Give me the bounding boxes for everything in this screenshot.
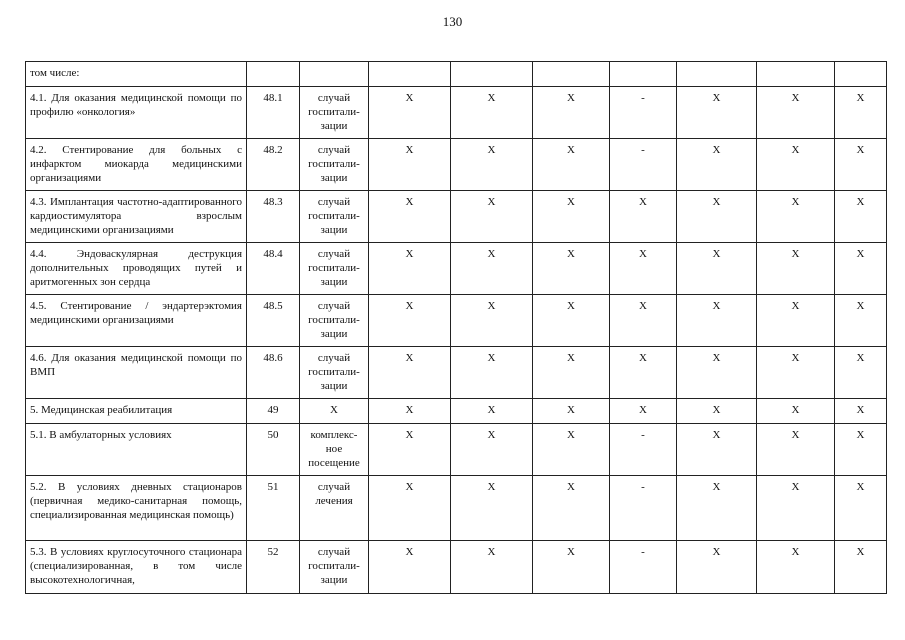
table-row xyxy=(26,295,887,347)
row-value-cell: X xyxy=(533,139,610,191)
row-value-cell xyxy=(757,62,835,87)
row-value-cell: X xyxy=(677,541,757,594)
row-code-cell: 48.2 xyxy=(247,139,300,191)
row-value-cell: X xyxy=(757,476,835,541)
row-code-cell: 48.3 xyxy=(247,191,300,243)
row-value-cell: X xyxy=(835,347,887,399)
row-value-cell: X xyxy=(533,541,610,594)
row-value-cell xyxy=(677,62,757,87)
row-name-cell: 5.3. В условиях круглосуточного стационара (специализированная, в том числе высокотехнологичная, xyxy=(26,541,247,594)
row-value-cell: X xyxy=(677,295,757,347)
row-value-cell: X xyxy=(451,424,533,476)
row-value-cell: X xyxy=(677,399,757,424)
row-value-cell: X xyxy=(835,243,887,295)
table-row xyxy=(26,139,887,191)
row-unit-cell: случай госпитали-зации xyxy=(300,347,369,399)
row-unit-cell xyxy=(300,62,369,87)
row-value-cell: X xyxy=(677,347,757,399)
row-value-cell: X xyxy=(533,243,610,295)
row-code-cell: 48.4 xyxy=(247,243,300,295)
row-value-cell: X xyxy=(677,191,757,243)
row-value-cell: - xyxy=(610,476,677,541)
row-unit-cell: случай госпитали-зации xyxy=(300,243,369,295)
table-row xyxy=(26,541,887,594)
row-value-cell: X xyxy=(369,476,451,541)
row-code-cell: 48.6 xyxy=(247,347,300,399)
row-value-cell: - xyxy=(610,87,677,139)
row-value-cell: X xyxy=(835,295,887,347)
row-unit-cell: случай госпитали-зации xyxy=(300,295,369,347)
row-value-cell: X xyxy=(757,191,835,243)
row-value-cell: X xyxy=(533,191,610,243)
row-value-cell xyxy=(533,62,610,87)
row-value-cell: X xyxy=(610,243,677,295)
table-row xyxy=(26,424,887,476)
table-row xyxy=(26,87,887,139)
row-value-cell: X xyxy=(533,424,610,476)
row-value-cell: X xyxy=(451,87,533,139)
row-value-cell: X xyxy=(677,476,757,541)
row-value-cell: X xyxy=(835,87,887,139)
row-value-cell: - xyxy=(610,424,677,476)
table-row xyxy=(26,476,887,541)
row-value-cell: X xyxy=(835,476,887,541)
row-value-cell xyxy=(610,62,677,87)
row-value-cell: X xyxy=(451,191,533,243)
row-code-cell: 48.1 xyxy=(247,87,300,139)
row-value-cell: X xyxy=(835,541,887,594)
row-name-cell: 4.3. Имплантация частотно-адаптированного кардиостимулятора взрослым медицинскими организациями xyxy=(26,191,247,243)
row-value-cell xyxy=(835,62,887,87)
row-value-cell: X xyxy=(757,424,835,476)
row-value-cell: X xyxy=(610,191,677,243)
row-code-cell: 50 xyxy=(247,424,300,476)
row-value-cell: X xyxy=(369,399,451,424)
row-unit-cell: случай госпитали-зации xyxy=(300,139,369,191)
row-unit-cell: комплекс-ное посещение xyxy=(300,424,369,476)
row-value-cell: X xyxy=(757,347,835,399)
row-value-cell xyxy=(451,62,533,87)
row-value-cell: X xyxy=(451,476,533,541)
row-name-cell: том числе: xyxy=(26,62,247,87)
table-row xyxy=(26,243,887,295)
row-name-cell: 4.1. Для оказания медицинской помощи по профилю «онкология» xyxy=(26,87,247,139)
data-table xyxy=(25,61,887,594)
row-value-cell: X xyxy=(451,243,533,295)
row-code-cell: 51 xyxy=(247,476,300,541)
row-value-cell: X xyxy=(369,347,451,399)
row-value-cell: X xyxy=(533,476,610,541)
row-value-cell: X xyxy=(677,243,757,295)
row-unit-cell: случай госпитали-зации xyxy=(300,87,369,139)
row-value-cell: X xyxy=(835,399,887,424)
row-value-cell: X xyxy=(835,139,887,191)
row-code-cell: 52 xyxy=(247,541,300,594)
row-name-cell: 4.6. Для оказания медицинской помощи по ВМП xyxy=(26,347,247,399)
row-name-cell: 5. Медицинская реабилитация xyxy=(26,399,247,424)
row-value-cell: X xyxy=(533,87,610,139)
row-unit-cell: случай лечения xyxy=(300,476,369,541)
table-row xyxy=(26,399,887,424)
row-value-cell: X xyxy=(451,399,533,424)
table-row xyxy=(26,62,887,87)
row-value-cell: X xyxy=(533,399,610,424)
row-code-cell: 49 xyxy=(247,399,300,424)
row-name-cell: 5.2. В условиях дневных стационаров (первичная медико-санитарная помощь, специализированная медицинская помощь) xyxy=(26,476,247,541)
row-unit-cell: случай госпитали-зации xyxy=(300,191,369,243)
table-row xyxy=(26,347,887,399)
row-value-cell: X xyxy=(835,424,887,476)
row-value-cell: X xyxy=(757,541,835,594)
row-value-cell: X xyxy=(677,87,757,139)
row-value-cell: X xyxy=(369,295,451,347)
row-value-cell: X xyxy=(757,139,835,191)
row-value-cell: X xyxy=(610,399,677,424)
row-value-cell: X xyxy=(610,347,677,399)
row-value-cell: X xyxy=(533,347,610,399)
row-value-cell: X xyxy=(835,191,887,243)
row-name-cell: 4.5. Стентирование / эндартерэктомия медицинскими организациями xyxy=(26,295,247,347)
row-name-cell: 5.1. В амбулаторных условиях xyxy=(26,424,247,476)
row-value-cell: X xyxy=(451,139,533,191)
row-unit-cell: X xyxy=(300,399,369,424)
row-value-cell: X xyxy=(677,424,757,476)
table-row xyxy=(26,191,887,243)
row-value-cell: X xyxy=(757,295,835,347)
row-name-cell: 4.4. Эндоваскулярная деструкция дополнительных проводящих путей и аритмогенных зон сердца xyxy=(26,243,247,295)
row-name-cell: 4.2. Стентирование для больных с инфарктом миокарда медицинскими организациями xyxy=(26,139,247,191)
row-value-cell: X xyxy=(757,399,835,424)
row-value-cell: X xyxy=(369,541,451,594)
page-number: 130 xyxy=(442,14,463,29)
row-value-cell: X xyxy=(369,191,451,243)
row-value-cell: X xyxy=(757,243,835,295)
row-value-cell: X xyxy=(369,243,451,295)
row-value-cell xyxy=(369,62,451,87)
row-value-cell: X xyxy=(757,87,835,139)
row-value-cell: X xyxy=(369,87,451,139)
row-value-cell: X xyxy=(677,139,757,191)
row-value-cell: X xyxy=(451,347,533,399)
row-code-cell: 48.5 xyxy=(247,295,300,347)
row-value-cell: - xyxy=(610,139,677,191)
row-code-cell xyxy=(247,62,300,87)
row-value-cell: X xyxy=(451,541,533,594)
table-body xyxy=(26,62,887,594)
row-value-cell: X xyxy=(369,424,451,476)
row-unit-cell: случай госпитали-зации xyxy=(300,541,369,594)
row-value-cell: X xyxy=(610,295,677,347)
row-value-cell: X xyxy=(369,139,451,191)
row-value-cell: X xyxy=(533,295,610,347)
row-value-cell: X xyxy=(451,295,533,347)
row-value-cell: - xyxy=(610,541,677,594)
